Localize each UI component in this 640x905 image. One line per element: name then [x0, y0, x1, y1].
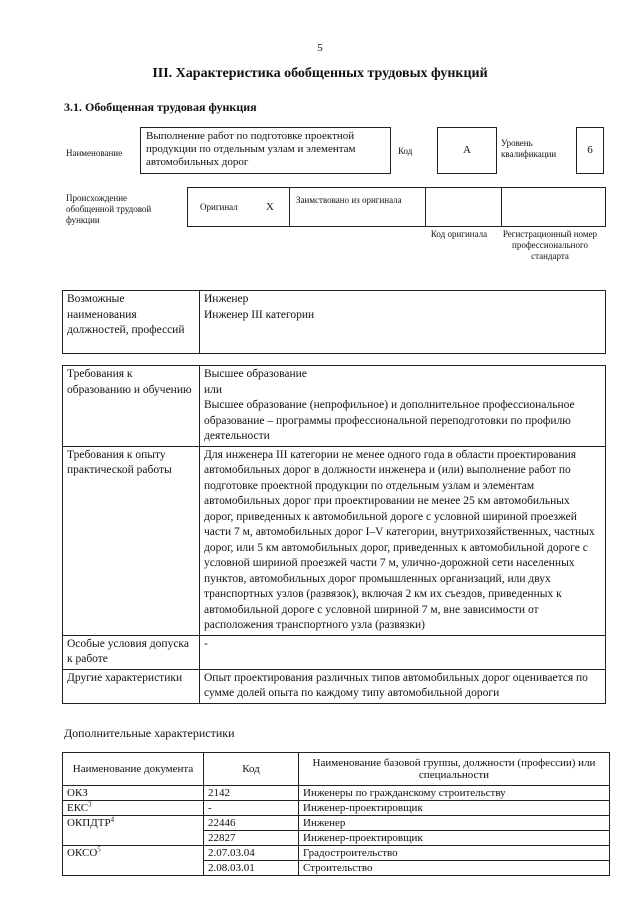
header-code: Код	[204, 753, 299, 786]
req-education-line-2: или	[204, 383, 223, 396]
table-row	[63, 816, 610, 831]
code-cell: 2.08.03.01	[204, 861, 299, 876]
code-value: А	[463, 144, 471, 156]
reg-caption: Регистрационный номер профессионального стандарта	[502, 229, 598, 261]
doc-cell	[63, 846, 204, 876]
code-value-box	[437, 127, 497, 174]
name-label: Наименование	[66, 148, 123, 158]
req-conditions-row	[63, 635, 606, 669]
footnote-mark: 3	[88, 800, 92, 809]
group-cell: Инженер	[299, 816, 610, 831]
positions-values	[200, 291, 606, 354]
doc-name: ОКПДТР	[67, 817, 111, 829]
req-experience-value: Для инженера III категории не менее одного года в области проектирования автомобильных дорог в должности инженера и (или) выполнение работ по подготовке проектной продукции по отдельным узлам и элементам автомобильных дорог при проектировании не менее 25 км автомобильных дорог, приведенных к автомобильной дороге с условной шириной проезжей части 7 м, автомобильных дорог I–V категории, внутрихозяйственных, частных дорог, или 5 км автомобильных дорог, приведенных к автомобильной дороге с условной шириной проезжей части 7 м, улично-дорожной сети населенных пунктов, автомобильных дорог промышленных организаций, или двух транспортных узлов (развязок), включая 2 км их съездов, приведенных к автомобильной дороге с условной шириной 7 м, вне зависимости от расположения транспортного узла (развязки)	[200, 446, 606, 635]
table-row	[63, 786, 610, 801]
group-cell: Строительство	[299, 861, 610, 876]
footnote-mark: 5	[97, 845, 101, 854]
name-value-box	[140, 127, 391, 174]
table-row	[63, 801, 610, 816]
page-number: 5	[317, 42, 323, 54]
header-group: Наименование базовой группы, должности (профессии) или специальности	[299, 753, 610, 786]
origin-divider-3	[501, 187, 502, 227]
additional-table	[62, 752, 610, 876]
req-education-label: Требования к образованию и обучению	[63, 366, 200, 447]
req-education-line-3: Высшее образование (непрофильное) и дополнительное профессиональное образование – программы профессиональной переподготовки по профилю деятельности	[204, 399, 575, 442]
header-doc: Наименование документа	[63, 753, 204, 786]
req-education-line-1: Высшее образование	[204, 368, 307, 380]
level-value-box	[576, 127, 604, 174]
code-cell: 22827	[204, 831, 299, 846]
doc-cell	[63, 801, 204, 816]
original-mark: Х	[266, 201, 274, 213]
section-title: III. Характеристика обобщенных трудовых функций	[152, 66, 488, 81]
level-value: 6	[587, 144, 593, 156]
doc-cell	[63, 816, 204, 846]
req-conditions-label: Особые условия допуска к работе	[63, 635, 200, 669]
origin-box	[187, 187, 606, 227]
origin-divider-2	[425, 187, 426, 227]
group-cell: Инженеры по гражданскому строительству	[299, 786, 610, 801]
original-label: Оригинал	[200, 202, 238, 212]
doc-name: ОКСО	[67, 847, 98, 859]
req-other-value: Опыт проектирования различных типов автомобильных дорог оценивается по сумме долей опыта по каждому типу автомобильной дороги	[200, 669, 606, 703]
req-education-value	[200, 366, 606, 447]
positions-table	[62, 290, 606, 354]
level-label: Уровень квалификации	[501, 138, 557, 159]
borrowed-label: Заимствовано из оригинала	[296, 195, 402, 205]
doc-cell	[63, 786, 204, 801]
doc-name: ОКЗ	[67, 787, 88, 799]
name-value: Выполнение работ по подготовке проектной продукции по отдельным узлам и элементам автомобильных дорог	[146, 130, 356, 168]
req-experience-label: Требования к опыту практической работы	[63, 446, 200, 635]
footnote-mark: 4	[110, 815, 115, 824]
origin-divider-1	[289, 187, 290, 227]
doc-name: ЕКС	[67, 802, 89, 814]
positions-row	[63, 291, 606, 354]
req-other-row	[63, 669, 606, 703]
origin-label: Происхождение обобщенной трудовой функции	[66, 193, 152, 225]
table-row	[63, 846, 610, 861]
code-cell: 2142	[204, 786, 299, 801]
req-education-row	[63, 366, 606, 447]
req-experience-row	[63, 446, 606, 635]
position-2: Инженер III категории	[204, 308, 315, 321]
req-conditions-value: -	[200, 635, 606, 669]
group-cell: Инженер-проектировщик	[299, 831, 610, 846]
group-cell: Инженер-проектировщик	[299, 801, 610, 816]
requirements-table	[62, 365, 606, 704]
code-caption: Код оригинала	[430, 229, 488, 239]
additional-header-row	[63, 753, 610, 786]
group-cell: Градостроительство	[299, 846, 610, 861]
code-cell: 2.07.03.04	[204, 846, 299, 861]
position-1: Инженер	[204, 293, 249, 305]
positions-label: Возможные наименования должностей, профессий	[63, 291, 200, 354]
code-cell: -	[204, 801, 299, 816]
req-other-label: Другие характеристики	[63, 669, 200, 703]
additional-title: Дополнительные характеристики	[64, 726, 235, 740]
subsection-title: 3.1. Обобщенная трудовая функция	[64, 100, 257, 114]
code-label: Код	[398, 146, 413, 156]
code-cell: 22446	[204, 816, 299, 831]
